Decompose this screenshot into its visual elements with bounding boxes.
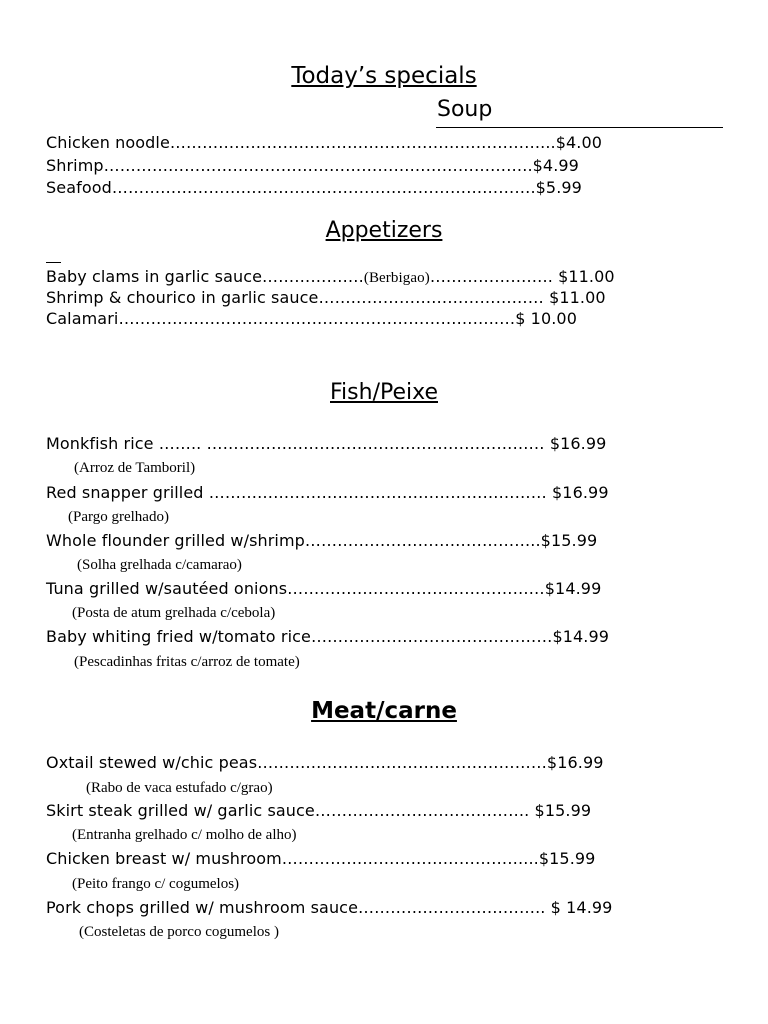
meat-item-translation: (Rabo de vaca estufado c/grao) <box>86 780 273 796</box>
appetizers-heading: Appetizers <box>325 218 443 243</box>
soup-heading <box>436 97 723 128</box>
soup-item: Seafood…………………………………………………………………….$5.99 <box>46 178 582 197</box>
appetizer-item <box>46 267 615 288</box>
meat-item: Pork chops grilled w/ mushroom sauce…………………………….. $ 14.99 <box>46 898 613 917</box>
fish-item-translation: (Solha grelhada c/camarao) <box>77 557 242 573</box>
appetizer-item: Calamari……………………………………………………………..…$ 10.00 <box>46 309 577 328</box>
appetizer-translation: (Berbigao) <box>363 270 430 286</box>
meat-item: Chicken breast w/ mushroom………………………………………...$15.99 <box>46 849 596 868</box>
meat-item: Oxtail stewed w/chic peas………………………………………………$16.99 <box>46 753 604 772</box>
fish-item: Whole flounder grilled w/shrimp……………………………………..$15.99 <box>46 531 598 550</box>
divider-mark <box>46 262 61 263</box>
fish-heading: Fish/Peixe <box>330 380 438 405</box>
fish-item: Tuna grilled w/sautéed onions…………………………………………$14.99 <box>46 579 602 598</box>
soup-heading-label: Soup <box>437 97 493 122</box>
page-title: Today’s specials <box>291 63 477 89</box>
fish-item-translation: (Pargo grelhado) <box>68 509 169 525</box>
meat-item-translation: (Peito frango c/ cogumelos) <box>72 876 240 892</box>
meat-item: Skirt steak grilled w/ garlic sauce…………………………………. $15.99 <box>46 801 592 820</box>
appetizer-name: Baby clams in garlic sauce………………. <box>46 267 364 286</box>
fish-item: Red snapper grilled ……………………………………………………… $16.99 <box>46 483 609 502</box>
fish-item-translation: (Posta de atum grelhada c/cebola) <box>72 605 276 621</box>
fish-item: Baby whiting fried w/tomato rice………………………………………$14.99 <box>46 627 610 646</box>
meat-item-translation: (Entranha grelhado c/ molho de alho) <box>72 827 297 843</box>
meat-heading: Meat/carne <box>311 698 457 724</box>
soup-item: Chicken noodle……………………………………………………………...$4.00 <box>46 133 603 152</box>
fish-item-translation: (Arroz de Tamboril) <box>74 460 196 476</box>
meat-item-translation: (Costeletas de porco cogumelos ) <box>79 924 279 940</box>
fish-item: Monkfish rice …….. ……………………………………………………… $16.99 <box>46 434 607 453</box>
appetizer-item: Shrimp & chourico in garlic sauce…………………………………… $11.00 <box>46 288 606 307</box>
soup-item: Shrimp……………………………………………………………………..$4.99 <box>46 156 579 175</box>
fish-item-translation: (Pescadinhas fritas c/arroz de tomate) <box>74 654 300 670</box>
appetizer-price: ………………….. $11.00 <box>429 267 615 286</box>
